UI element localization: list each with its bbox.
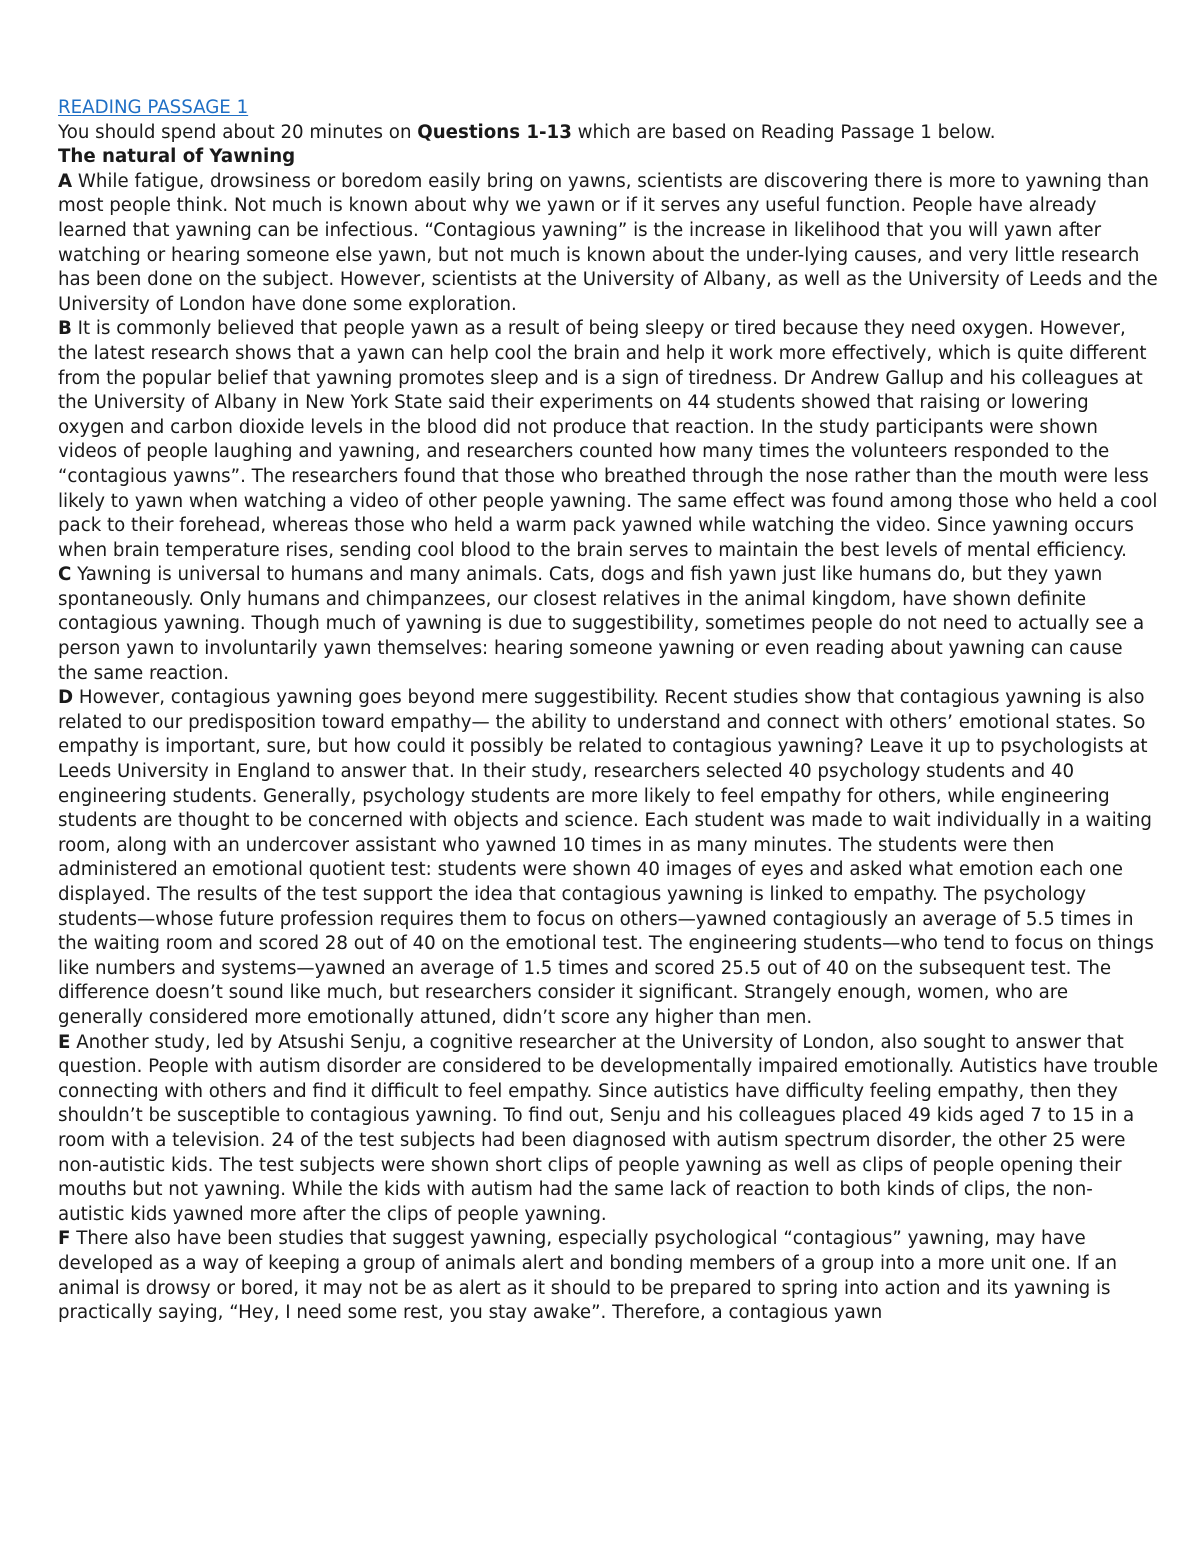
instructions-before: You should spend about 20 minutes on <box>58 121 418 143</box>
paragraph-text: It is commonly believed that people yawn as a result of being sleepy or tired because they need oxygen. However, the latest research shows that a yawn can help cool the brain and help it work more effectively, which is quite different from the popular belief that yawning promotes sleep and is a sign of tiredness. Dr Andrew Gallup and his colleagues at the University of Albany in New York State said their experiments on 44 students showed that raising or lowering oxygen and carbon dioxide levels in the blood did not produce that reaction. In the study participants were shown videos of people laughing and yawning, and researchers counted how many times the volunteers responded to the “contagious yawns”. The researchers found that those who breathed through the nose rather than the mouth were less likely to yawn when watching a video of other people yawning. The same effect was found among those who held a cool pack to their forehead, whereas those who held a warm pack yawned while watching the video. Since yawning occurs when brain temperature rises, sending cool blood to the brain serves to maintain the best levels of mental efficiency. <box>58 318 1158 561</box>
paragraph-text: However, contagious yawning goes beyond mere suggestibility. Recent studies show that contagious yawning is also related to our predisposition toward empathy— the ability to understand and connect with others’ emotional states. So empathy is important, sure, but how could it possibly be related to contagious yawning? Leave it up to psychologists at Leeds University in England to answer that. In their study, researchers selected 40 psychology students and 40 engineering students. Generally, psychology students are more likely to feel empathy for others, while engineering students are thought to be concerned with objects and science. Each student was made to wait individually in a waiting room, along with an undercover assistant who yawned 10 times in as many minutes. The students were then administered an emotional quotient test: students were shown 40 images of eyes and asked what emotion each one displayed. The results of the test support the idea that contagious yawning is linked to empathy. The psychology students—whose future profession requires them to focus on others—yawned contagiously an average of 5.5 times in the waiting room and scored 28 out of 40 on the emotional test. The engineering students—who tend to focus on things like numbers and systems—yawned an average of 1.5 times and scored 25.5 out of 40 on the subsequent test. The difference doesn’t sound like much, but researchers consider it significant. Strangely enough, women, who are generally considered more emotionally attuned, didn’t score any higher than men. <box>58 687 1154 1028</box>
paragraph-letter: E <box>58 1031 71 1053</box>
paragraph-f <box>58 1227 1158 1325</box>
paragraph-text: While fatigue, drowsiness or boredom easily bring on yawns, scientists are discovering there is more to yawning than most people think. Not much is known about why we yawn or if it serves any useful function. People have already learned that yawning can be infectious. “Contagious yawning” is the increase in likelihood that you will yawn after watching or hearing someone else yawn, but not much is known about the under-lying causes, and very little research has been done on the subject. However, scientists at the University of Albany, as well as the University of Leeds and the University of London have done some exploration. <box>58 170 1158 315</box>
paragraph-text: Yawning is universal to humans and many animals. Cats, dogs and fish yawn just like humans do, but they yawn spontaneously. Only humans and chimpanzees, our closest relatives in the animal kingdom, have shown definite contagious yawning. Though much of yawning is due to suggestibility, sometimes people do not need to actually see a person yawn to involuntarily yawn themselves: hearing someone yawning or even reading about yawning can cause the same reaction. <box>58 564 1145 684</box>
passage-heading: READING PASSAGE 1 <box>58 97 249 118</box>
paragraph-letter: C <box>58 564 72 586</box>
paragraph-text: Another study, led by Atsushi Senju, a cognitive researcher at the University of London, also sought to answer that question. People with autism disorder are considered to be developmentally impaired emotionally. Autistics have trouble connecting with others and find it difficult to feel empathy. Since autistics have difficulty feeling empathy, then they shouldn’t be susceptible to contagious yawning. To find out, Senju and his colleagues placed 49 kids aged 7 to 15 in a room with a television. 24 of the test subjects had been diagnosed with autism spectrum disorder, the other 25 were non-autistic kids. The test subjects were shown short clips of people yawning as well as clips of people opening their mouths but not yawning. While the kids with autism had the same lack of reaction to both kinds of clips, the non-autistic kids yawned more after the clips of people yawning. <box>58 1031 1159 1225</box>
paragraph-letter: D <box>58 687 74 709</box>
paragraph-letter: A <box>58 170 73 192</box>
paragraph-e <box>58 1031 1158 1228</box>
paragraph-text: There also have been studies that suggest yawning, especially psychological “contagious” yawning, may have developed as a way of keeping a group of animals alert and bonding members of a group into a more unit one. If an animal is drowsy or bored, it may not be as alert as it should to be prepared to spring into action and its yawning is practically saying, “Hey, I need some rest, you stay awake”. Therefore, a contagious yawn <box>58 1228 1118 1324</box>
passage-title: The natural of Yawning <box>58 146 296 168</box>
instructions <box>58 121 1158 146</box>
paragraph-c <box>58 563 1158 686</box>
paragraph-d <box>58 686 1158 1030</box>
paragraph-letter: B <box>58 318 72 340</box>
paragraph-letter: F <box>58 1228 71 1250</box>
paragraph-b <box>58 317 1158 563</box>
instructions-after: which are based on Reading Passage 1 below. <box>571 121 996 143</box>
document-page <box>58 96 1158 1326</box>
instructions-questions: Questions 1-13 <box>417 121 572 143</box>
paragraph-a <box>58 170 1158 318</box>
